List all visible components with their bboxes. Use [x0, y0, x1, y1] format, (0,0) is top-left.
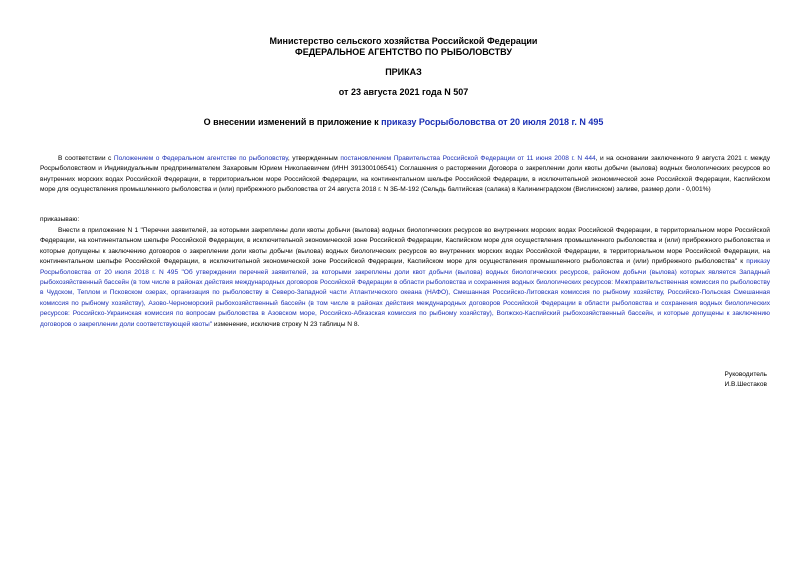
signer-name: И.В.Шестаков	[724, 381, 767, 389]
document-subject	[0, 117, 807, 128]
signature-block	[724, 370, 767, 391]
main-text-2: изменение, исключив строку N 23 таблицы N 8.	[212, 320, 360, 328]
preamble-text-1: В соответствии с	[58, 155, 114, 162]
main-paragraph	[40, 226, 770, 330]
agency-title: ФЕДЕРАЛЬНОЕ АГЕНТСТВО ПО РЫБОЛОВСТВУ	[295, 47, 512, 57]
document-type: ПРИКАЗ	[385, 67, 422, 77]
main-text-1: Внести в приложение N 1 "Перечни заявителей, за которыми закреплены доли квоты добычи (вылова) водных биологических ресурсов во внутренних морских водах Российской Федерации, в территориальном море Российской Федерации, на континентальном шельфе Российской Федерации, в исключительной экономической зоне Российской Федерации, Каспийском море для осуществления промышленного рыболовства и (или) прибрежного рыболовства и которые допущены к заключению договоров о закреплении доли квоты добычи (вылова) водных биологических ресурсов во внутренних морских водах Российской Федерации, в территориальном море Российской Федерации, на континентальном шельфе Российской Федерации, в исключительной экономической зоне Российской Федерации, Каспийском море для осуществления промышленного рыболовства и (или) прибрежного рыболовства" к	[40, 227, 770, 266]
preamble-paragraph	[40, 154, 770, 196]
preamble-text-2: , утвержденным	[287, 155, 341, 162]
order-word	[40, 215, 770, 225]
subject-prefix: О внесении изменений в приложение к	[203, 117, 382, 127]
preamble-text-3: , и на основании заключенного 9 августа 2021 г. между Росрыболовством и Индивидуальным предпринимателем Захаровым Юрием Николаевичем (ИНН 391300106541) Соглашения о расторжении Договора о закреплении доли квоты добычи (вылова) водных биологических ресурсов во внутренних морских водах Российской Федерации, в территориальном море Российской Федерации, на континентальном шельфе Российской Федерации, в исключительной экономической зоне Российской Федерации, Каспийском море для осуществления промышленного рыболовства и (или) прибрежного рыболовства от 24 августа 2018 г. N 3Б-М-192 (Сельдь балтийская (салака) в Калининградском (Вислинском) заливе, размер доли - 0,001%)	[40, 155, 770, 194]
signer-title: Руководитель	[724, 371, 767, 378]
regulation-link[interactable]: Положением о Федеральном агентстве по рыболовству	[113, 155, 288, 162]
order-word-text: приказываю:	[40, 216, 80, 223]
document-date-number: от 23 августа 2021 года N 507	[338, 87, 469, 97]
ministry-title: Министерство сельского хозяйства Российской Федерации	[269, 36, 538, 46]
order-495-link[interactable]: приказу Росрыболовства от 20 июля 2018 г. N 495 "Об утверждении перечней заявителей, за которыми закреплены доли квот добычи (вылова) водных биологических ресурсов, районом добычи (вылова) которых является Западный рыбохозяйственный бассейн (в том числе в районах действия международных договоров Российской Федерации в области рыболовства и сохранения водных биологических ресурсов: Межправительственная комиссия по рыболовству в Чудском, Теплом и Псковском озерах, организация по рыболовству в Северо-Западной части Атлантического океана (НАФО), Смешанная Российско-Литовская комиссия по рыбному хозяйству, Российско-Польская Смешанная комиссия по рыбному хозяйству), Азово-Черноморский рыбохозяйственный бассейн (в том числе в районах действия международных договоров Российской Федерации в области рыболовства и сохранения водных биологических ресурсов: Российско-Украинская комиссия по вопросам рыболовства в Азовском море, Российско-Абхазская комиссия по рыбному хозяйству), Волжско-Каспийский рыбохозяйственный бассейн, и которые допущены к заключению договоров о закреплении доли соответствующей квоты"	[40, 258, 770, 328]
subject-link[interactable]: приказу Росрыболовства от 20 июля 2018 г. N 495	[381, 117, 604, 127]
government-decree-link[interactable]: постановлением Правительства Российской Федерации от 11 июня 2008 г. N 444	[340, 155, 596, 162]
